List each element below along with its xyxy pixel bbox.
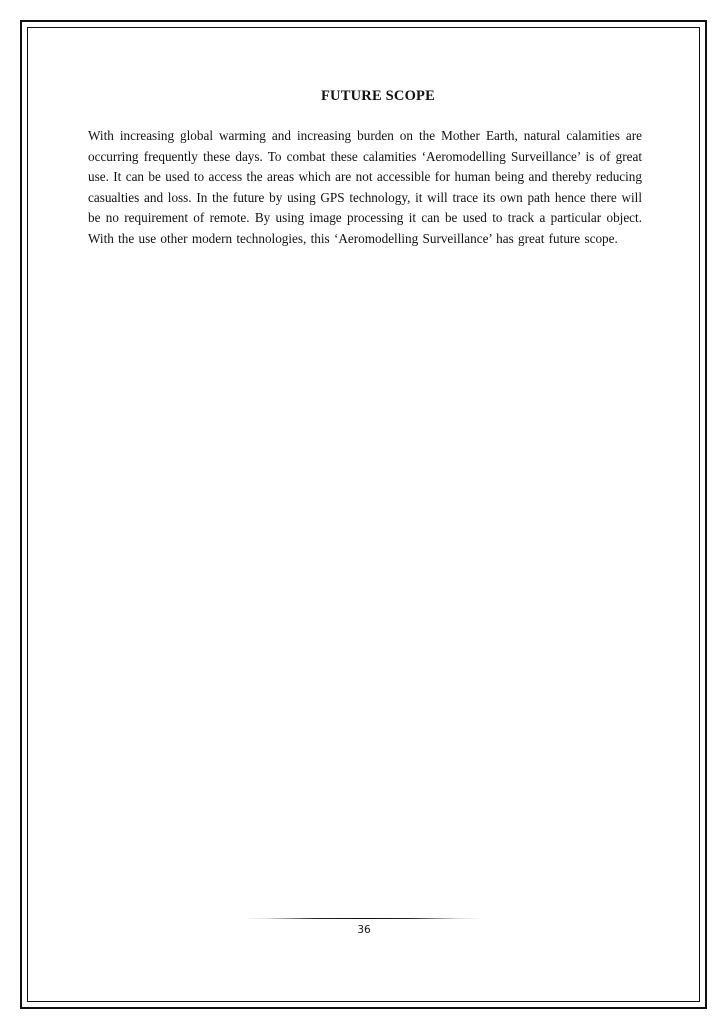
page-title [0,88,728,105]
footer-divider [244,918,482,919]
page-number: 36 [357,924,371,936]
body-paragraph: With increasing global warming and increasing burden on the Mother Earth, natural calamities are occurring frequently these days. To combat these calamities ‘Aeromodelling Surveillance’ is of great use. It can be used to access the areas which are not accessible for human being and thereby reducing casualties and loss. In the future by using GPS technology, it will trace its own path hence there will be no requirement of remote. By using image processing it can be used to track a particular object. With the use other modern technologies, this ‘Aeromodelling Surveillance’ has great future scope. [88,128,642,246]
page-title-text: FUTURE SCOPE [321,88,435,104]
